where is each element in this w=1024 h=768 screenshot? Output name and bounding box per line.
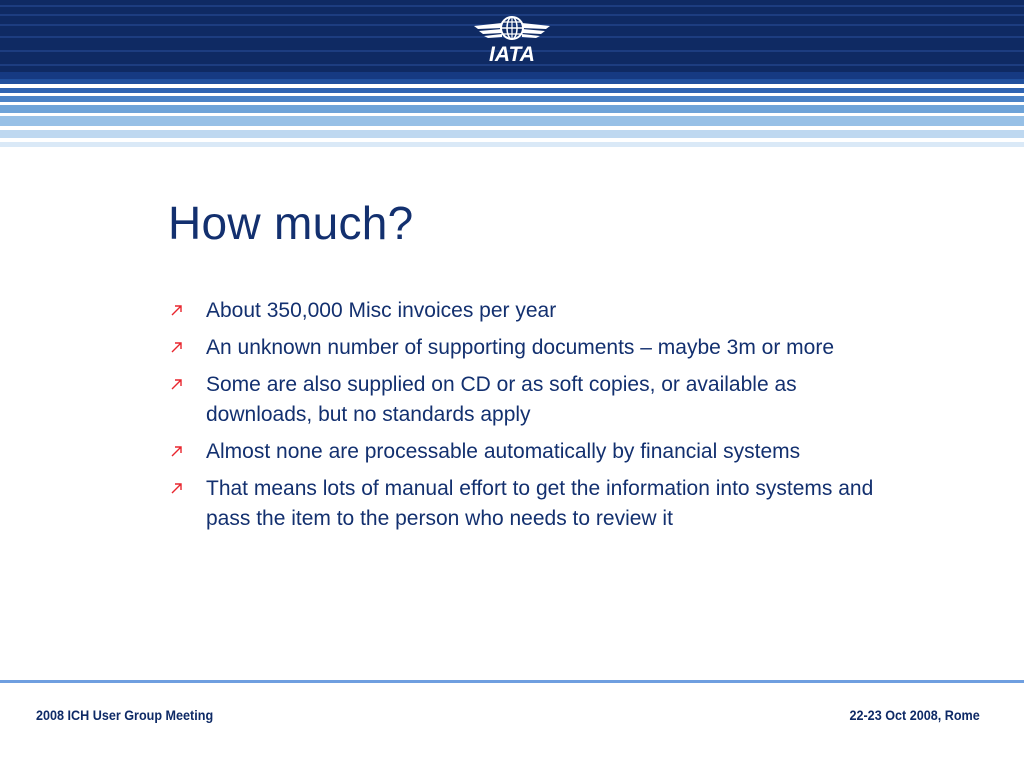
bullet-text: Almost none are processable automatically by financial systems bbox=[206, 440, 801, 463]
list-item bbox=[168, 296, 908, 326]
footer-event-name: 2008 ICH User Group Meeting bbox=[36, 707, 214, 723]
list-item bbox=[168, 370, 908, 430]
list-item bbox=[168, 333, 908, 363]
arrow-up-right-icon bbox=[170, 378, 183, 391]
slide-title: How much? bbox=[168, 197, 414, 249]
list-item bbox=[168, 437, 908, 467]
list-item bbox=[168, 474, 908, 534]
arrow-up-right-icon bbox=[170, 304, 183, 317]
iata-logo bbox=[472, 8, 552, 66]
globe-wings-icon bbox=[472, 8, 552, 66]
arrow-up-right-icon bbox=[170, 445, 183, 458]
bullet-text: That means lots of manual effort to get the information into systems and pass the item to the person who needs to review it bbox=[206, 477, 874, 530]
footer-date-location: 22-23 Oct 2008, Rome bbox=[849, 707, 980, 723]
bullet-text: About 350,000 Misc invoices per year bbox=[206, 299, 557, 322]
footer-divider bbox=[0, 680, 1024, 683]
header-banner bbox=[0, 0, 1024, 150]
arrow-up-right-icon bbox=[170, 341, 183, 354]
bullet-text: Some are also supplied on CD or as soft copies, or available as downloads, but no standards apply bbox=[206, 373, 797, 426]
svg-text:IATA: IATA bbox=[489, 43, 535, 66]
arrow-up-right-icon bbox=[170, 482, 183, 495]
bullet-list bbox=[168, 296, 908, 541]
bullet-text: An unknown number of supporting documents – maybe 3m or more bbox=[206, 336, 835, 359]
